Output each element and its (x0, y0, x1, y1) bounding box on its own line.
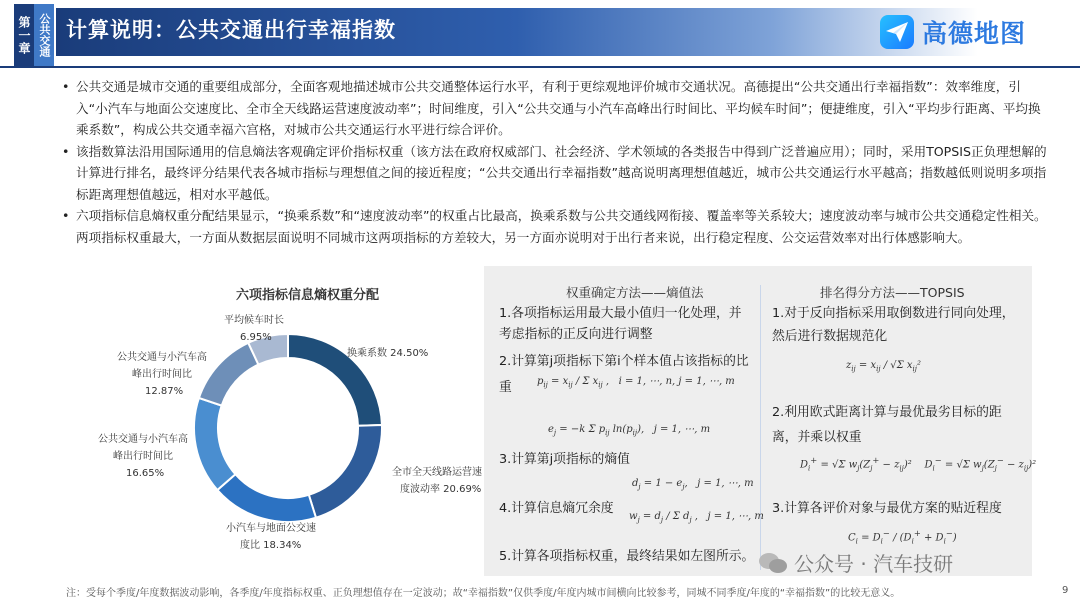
logo-text: 高德地图 (922, 19, 1027, 48)
slice-label-speed-ratio-1: 小汽车与地面公交速 (226, 523, 316, 534)
slice-label-time-ratio-b-1: 公共交通与小汽车高 (117, 352, 207, 363)
formula-weight: $w_j = d_j / \Sigma$ $d_j$ , j = 1, ⋯, m (629, 511, 764, 524)
chapter-number: 第一章 (14, 4, 34, 66)
donut-slice-3 (194, 398, 235, 490)
entropy-step2-line1: 2.计算第j项指标下第i个样本值占该指标的比 (499, 354, 749, 369)
topsis-step1-line1: 1.对于反向指标采用取倒数进行同向处理， (772, 306, 1015, 321)
formula-redundancy: $d_j = 1 - e_j$, j = 1, ⋯, m (632, 478, 754, 491)
bullet-item: • 公共交通是城市交通的重要组成部分，全面客观地描述城市公共交通整体运行水平，有利于更综观地评价城市交通状况。高德提出“公共交通出行幸福指数”：效率维度，引入“小汽车与地面公交速度比、全市全天线路运营速度波动率”；时间维度，引入“公共交通与小汽车高峰出行时间比、平均候车时间”；便捷维度，引入“平均步行距离、平均换乘系数”，构成公共交通幸福六宫格，对城市公共交通运行水平进行综合评价。 (62, 76, 1052, 141)
footnote: 注：受每个季度/年度数据波动影响，各季度/年度指标权重、正负理想值存在一定波动；故“幸福指数”仅供季度/年度内城市间横向比较参考，同城不同季度/年度的“幸福指数”的比较无意义。 (66, 588, 901, 599)
slice-label-wait-time-2: 6.95% (240, 332, 272, 343)
bullet-item: • 六项指标信息熵权重分配结果显示，“换乘系数”和“速度波动率”的权重占比最高，换乘系数与公共交通线网衔接、覆盖率等关系较大；速度波动率与城市公共交通稳定性相关。两项指标权重最大，一方面从数据层面说明不同城市这两项指标的方差较大，另一方面亦说明对于出行者来说，出行稳定程度、公交运营效率对出行体感影响大。 (62, 205, 1052, 248)
slice-label-wait-time-1: 平均候车时长 (224, 315, 284, 326)
topsis-heading: 排名得分方法——TOPSIS (820, 285, 965, 300)
formula-entropy: $e_j = -k$ Σ $p_{ij}$ $\ln(p_{ij})$, j = 1, ⋯, m (548, 424, 711, 437)
slice-label-time-ratio-b-2: 峰出行时间比 (132, 369, 192, 380)
wechat-icon (758, 552, 788, 574)
chapter-topic: 公共交通 (34, 4, 54, 66)
topsis-step2-line2: 离，并乘以权重 (772, 430, 862, 445)
wechat-watermark (758, 548, 953, 577)
topsis-step2-line1: 2.利用欧式距离计算与最优最劣目标的距 (772, 405, 1002, 420)
slice-label-speed-ratio-2: 度比 18.34% (240, 540, 302, 551)
donut-slice-1 (309, 425, 382, 518)
slice-label-time-ratio-a-1: 公共交通与小汽车高 (98, 434, 188, 445)
donut-slice-4 (199, 343, 258, 406)
entropy-step2-line2: 重 (499, 380, 512, 395)
page-number: 9 (1062, 585, 1069, 596)
entropy-step1-line2: 考虑指标的正反向进行调整 (499, 327, 653, 342)
formula-proportion: $p_{ij} = x_{ij} / \Sigma$ $x_{ij}$ , i = 1, ⋯, n, j = 1, ⋯, m (537, 376, 735, 389)
formula-closeness: $C_i = D_i^- / (D_i^+ + D_i^-)$ (848, 528, 957, 546)
slice-label-time-ratio-a-2: 峰出行时间比 (113, 451, 173, 462)
slice-label-transfer: 换乘系数 24.50% (347, 348, 429, 359)
formula-normalize: $z_{ij} = x_{ij} / √\Sigma$ $x_{ij}^2$ (846, 360, 921, 373)
entropy-heading: 权重确定方法——熵值法 (566, 285, 704, 300)
topsis-step3: 3.计算各评价对象与最优方案的贴近程度 (772, 501, 1002, 516)
formula-distance: $D_i^+ = √\Sigma$ $w_j(Z_j^+ - z_{ij})^2$ $D_i^- = √\Sigma$ $w_j(Z_j^- - z_{ij})^2$ (800, 455, 1037, 473)
slice-label-speed-volatility-1: 全市全天线路运营速 (392, 467, 482, 478)
entropy-step5: 5.计算各项指标权重，最终结果如左图所示。 (499, 549, 755, 564)
watermark-text: 公众号 · 汽车技研 (794, 552, 954, 576)
entropy-step4: 4.计算信息熵冗余度 (499, 501, 614, 516)
chart-title: 六项指标信息熵权重分配 (236, 288, 380, 303)
slice-label-time-ratio-b-3: 12.87% (145, 386, 184, 397)
slice-label-speed-volatility-2: 度波动率 20.69% (400, 484, 482, 495)
topsis-step1-line2: 然后进行数据规范化 (772, 329, 888, 344)
donut-slice-2 (217, 474, 316, 522)
slice-label-time-ratio-a-3: 16.65% (126, 468, 165, 479)
method-divider (760, 285, 761, 570)
page-title: 计算说明：公共交通出行幸福指数 (66, 18, 396, 42)
entropy-step1-line1: 1.各项指标运用最大最小值归一化处理，并 (499, 306, 742, 321)
bullet-item: • 该指数算法沿用国际通用的信息熵法客观确定评价指标权重（该方法在政府权威部门、社会经济、学术领域的各类报告中得到广泛普遍应用）；同时，采用TOPSIS正负理想解的计算进行排名，最终评分结果代表各城市指标与理想值之间的接近程度；“公共交通出行幸福指数”越高说明离理想值越近，城市公共交通运行水平越高；指数越低则说明多项指标距离理想值越远，相对水平越低。 (62, 141, 1052, 206)
entropy-step3: 3.计算第j项指标的熵值 (499, 452, 630, 467)
